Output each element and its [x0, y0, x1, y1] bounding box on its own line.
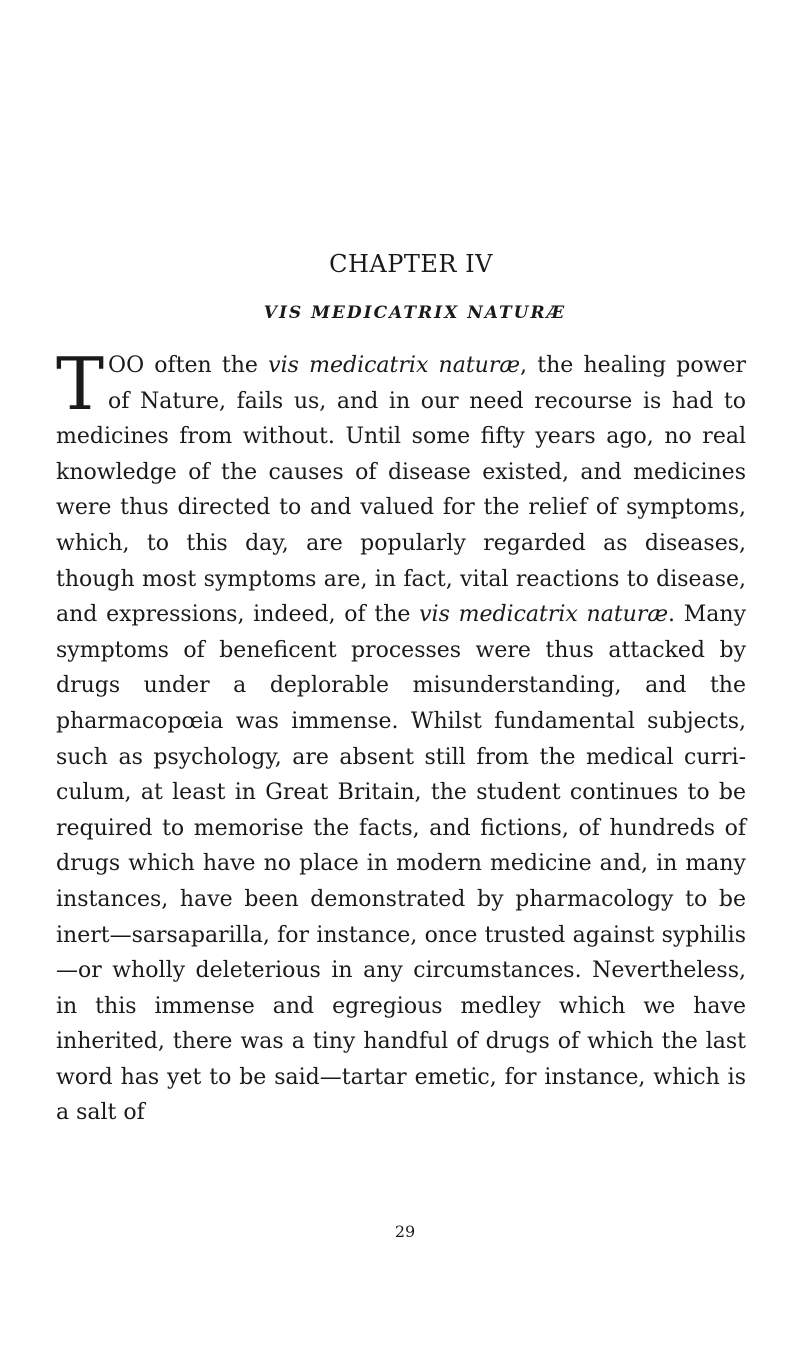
text-segment: , the healing power of Nature, fails us, and in our need recourse is had to medicines from without. Until some fifty years ago, no real knowledge of the causes of disease existed, and medicines were thus directed to and valued for the relief of symptoms, which, to this day, are popularly regarded as diseases, though most symptoms are, in fact, vital reactions to disease, and expressions, indeed, of the [56, 353, 746, 628]
chapter-subtitle: VIS MEDICATRIX NATURÆ [263, 303, 567, 323]
italic-phrase: vis medicatrix naturæ [268, 353, 521, 378]
body-text [56, 342, 746, 1131]
text-segment: OO often the [108, 353, 269, 378]
drop-cap-letter: T [56, 342, 105, 426]
text-segment: . Many symptoms of beneficent processes were thus attacked by drugs under a deplorable misunderstanding, and the pharmacopœia was immense. Whilst fundamental subjects, such as psychology, are absent still from the medical curriculum, at least in Great Britain, the student continues to be required to memorise the facts, and fictions, of hundreds of drugs which have no place in modern medicine and, in many instances, have been demonstrated by pharmacology to be inert—sarsaparilla, for instance, once trusted against syphilis—or wholly deleterious in any circumstances. Nevertheless, in this immense and egregious medley which we have inherited, there was a tiny handful of drugs of which the last word has yet to be said—tartar emetic, for instance, which is a salt of [56, 602, 746, 1126]
paragraph [56, 342, 746, 1131]
page-number: 29 [394, 1222, 416, 1241]
chapter-heading: CHAPTER IV [329, 250, 493, 278]
italic-phrase: vis medicatrix naturæ [419, 602, 669, 628]
